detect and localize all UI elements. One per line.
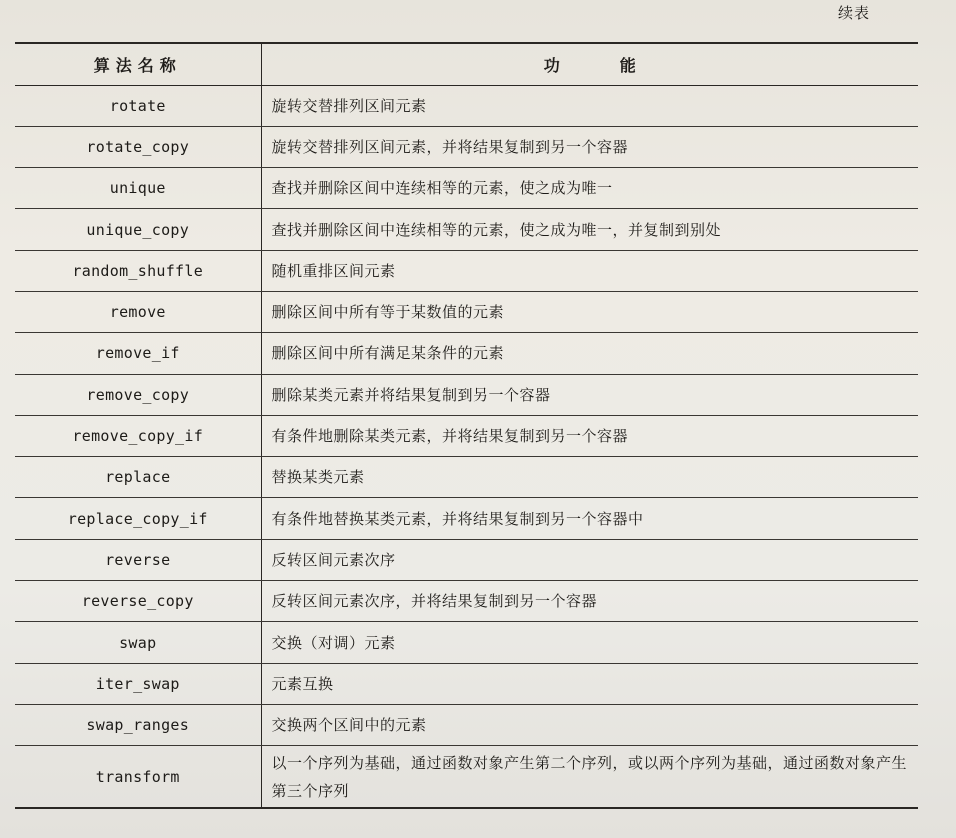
algorithm-name-cell: unique_copy <box>15 209 261 250</box>
algorithm-function-cell: 元素互换 <box>261 663 918 704</box>
algorithm-function-cell: 交换两个区间中的元素 <box>261 704 918 745</box>
algorithm-function-cell: 反转区间元素次序 <box>261 539 918 580</box>
table-row <box>15 374 918 415</box>
table-row <box>15 746 918 808</box>
table-row <box>15 457 918 498</box>
algorithm-name-cell: transform <box>15 746 261 808</box>
table-body <box>15 85 918 808</box>
algorithm-name-cell: swap <box>15 622 261 663</box>
algorithm-name-cell: reverse <box>15 539 261 580</box>
table-row <box>15 209 918 250</box>
table-row <box>15 291 918 332</box>
continued-label: 续表 <box>838 4 871 22</box>
algorithm-function-cell: 删除区间中所有满足某条件的元素 <box>261 333 918 374</box>
header-function-text: 功能 <box>543 55 696 75</box>
table-row <box>15 622 918 663</box>
table-row <box>15 581 918 622</box>
algorithm-function-cell: 有条件地替换某类元素，并将结果复制到另一个容器中 <box>261 498 918 539</box>
algorithm-table-container <box>15 42 918 809</box>
algorithm-name-cell: remove_copy <box>15 374 261 415</box>
algorithm-name-cell: unique <box>15 168 261 209</box>
algorithm-name-cell: remove_if <box>15 333 261 374</box>
algorithm-function-cell: 删除某类元素并将结果复制到另一个容器 <box>261 374 918 415</box>
algorithm-function-cell: 反转区间元素次序，并将结果复制到另一个容器 <box>261 581 918 622</box>
algorithm-name-cell: rotate_copy <box>15 126 261 167</box>
algorithm-function-cell: 替换某类元素 <box>261 457 918 498</box>
algorithm-function-cell: 旋转交替排列区间元素 <box>261 85 918 126</box>
algorithm-name-cell: replace <box>15 457 261 498</box>
algorithm-function-cell: 交换（对调）元素 <box>261 622 918 663</box>
table-row <box>15 333 918 374</box>
algorithm-function-cell: 有条件地删除某类元素，并将结果复制到另一个容器 <box>261 415 918 456</box>
table-row <box>15 663 918 704</box>
algorithm-name-cell: swap_ranges <box>15 704 261 745</box>
algorithm-function-cell: 查找并删除区间中连续相等的元素，使之成为唯一 <box>261 168 918 209</box>
algorithm-name-cell: reverse_copy <box>15 581 261 622</box>
algorithm-table <box>15 42 918 809</box>
table-row <box>15 250 918 291</box>
algorithm-name-cell: random_shuffle <box>15 250 261 291</box>
algorithm-function-cell: 随机重排区间元素 <box>261 250 918 291</box>
algorithm-function-cell: 以一个序列为基础，通过函数对象产生第二个序列，或以两个序列为基础，通过函数对象产生第三个序列 <box>261 746 918 808</box>
table-row <box>15 85 918 126</box>
algorithm-name-cell: iter_swap <box>15 663 261 704</box>
table-header-row <box>15 43 918 85</box>
header-algorithm-name: 算法名称 <box>15 43 261 85</box>
table-row <box>15 539 918 580</box>
table-row <box>15 415 918 456</box>
algorithm-function-cell: 查找并删除区间中连续相等的元素，使之成为唯一，并复制到别处 <box>261 209 918 250</box>
algorithm-name-cell: rotate <box>15 85 261 126</box>
table-row <box>15 126 918 167</box>
algorithm-name-cell: remove_copy_if <box>15 415 261 456</box>
table-row <box>15 704 918 745</box>
algorithm-name-cell: remove <box>15 291 261 332</box>
table-row <box>15 498 918 539</box>
table-row <box>15 168 918 209</box>
header-function <box>261 43 918 85</box>
algorithm-function-cell: 删除区间中所有等于某数值的元素 <box>261 291 918 332</box>
algorithm-name-cell: replace_copy_if <box>15 498 261 539</box>
algorithm-function-cell: 旋转交替排列区间元素，并将结果复制到另一个容器 <box>261 126 918 167</box>
